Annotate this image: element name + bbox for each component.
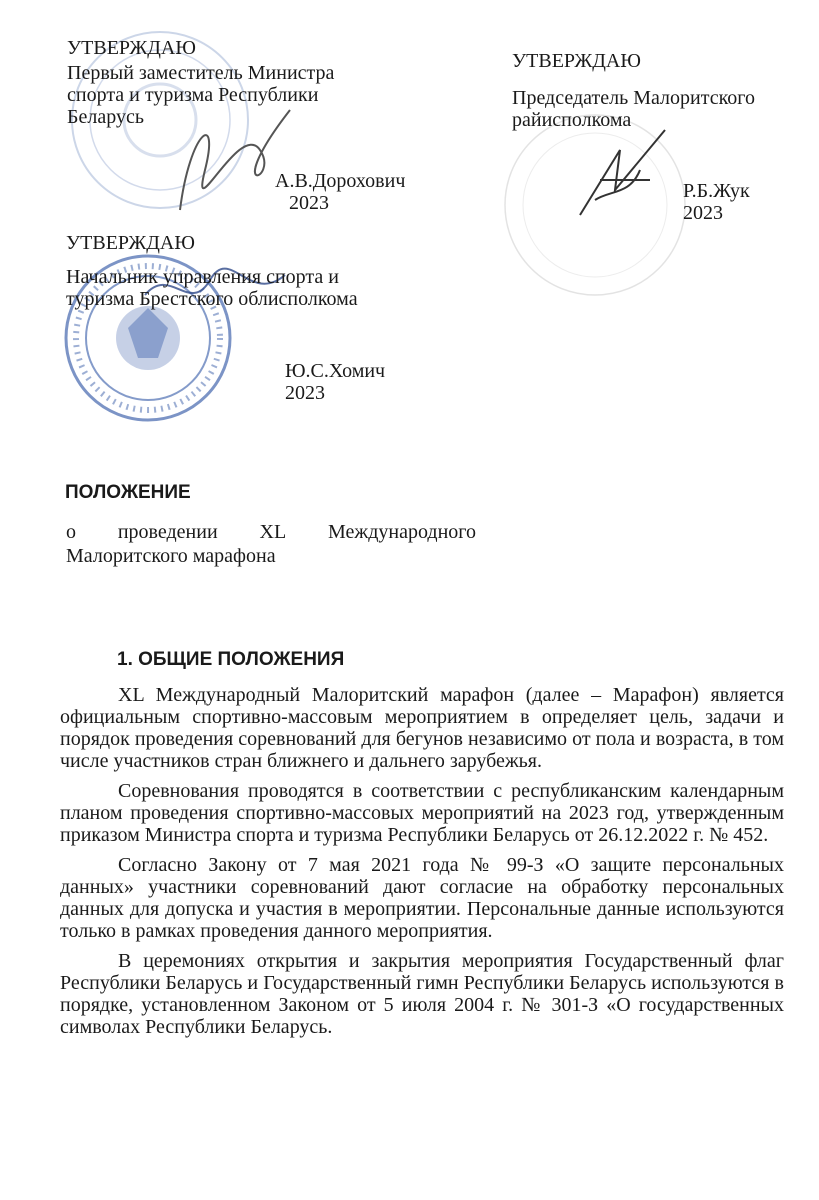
approval-year: 2023 xyxy=(683,202,723,224)
approval-year: 2023 xyxy=(289,192,329,214)
signatory-name: Р.Б.Жук xyxy=(683,180,750,202)
body-paragraph: Согласно Закону от 7 мая 2021 года № 99-З «О защите персональных данных» участники соревнований дают согласие на обработку персональных данных для допуска и участия в мероприятии. Персональные данные используются только в рамках проведения данного мероприятия. xyxy=(60,854,784,942)
approval-position-line: туризма Брестского облисполкома xyxy=(66,288,358,310)
approval-heading: УТВЕРЖДАЮ xyxy=(512,50,641,72)
document-subtitle xyxy=(66,520,476,568)
approval-signatory-ministry xyxy=(275,170,405,214)
approval-signatory-raiispolkom xyxy=(683,180,750,224)
subtitle-word: XL xyxy=(259,521,287,543)
document-title: ПОЛОЖЕНИЕ xyxy=(65,482,191,503)
approval-signatory-regional xyxy=(285,360,385,404)
approval-position-line: спорта и туризма Республики xyxy=(67,84,319,106)
body-paragraph: XL Международный Малоритский марафон (далее – Марафон) является официальным спортивно-массовым мероприятием в определяет цель, задачи и порядок проведения соревнований для бегунов независимо от пола и возраста, в том числе участников стран ближнего и дальнего зарубежья. xyxy=(60,684,784,772)
subtitle-word: проведении xyxy=(117,521,218,543)
subtitle-line-2: Малоритского марафона xyxy=(66,545,276,567)
approval-position-line: Первый заместитель Министра xyxy=(67,62,335,84)
section-heading: 1. ОБЩИЕ ПОЛОЖЕНИЯ xyxy=(117,649,345,670)
approval-position-line: Председатель Малоритского xyxy=(512,87,756,109)
approval-block-regional xyxy=(66,232,358,310)
approval-year: 2023 xyxy=(285,382,325,404)
approval-block-ministry xyxy=(67,37,334,128)
subtitle-word: Международного xyxy=(328,521,476,543)
approval-position-line: райисполкома xyxy=(512,109,632,131)
signatory-name: А.В.Дорохович xyxy=(275,170,406,192)
approval-position-line: Беларусь xyxy=(67,106,144,128)
approval-position-line: Начальник управления спорта и xyxy=(66,266,339,288)
body-paragraph: В церемониях открытия и закрытия мероприятия Государственный флаг Республики Беларусь и Государственный гимн Республики Беларусь используются в порядке, установленном Законом от 5 июля 2004 г. № 301-З «О государственных символах Республики Беларусь. xyxy=(60,950,784,1038)
body-paragraph: Соревнования проводятся в соответствии с республиканским календарным планом проведения спортивно-массовых мероприятий на 2023 год, утвержденным приказом Министра спорта и туризма Республики Беларусь от 26.12.2022 г. № 452. xyxy=(60,780,784,846)
signature-zhuk xyxy=(570,120,680,230)
signatory-name: Ю.С.Хомич xyxy=(285,360,386,382)
subtitle-word: о xyxy=(66,521,76,543)
section-body xyxy=(60,684,784,1046)
approval-block-raiispolkom xyxy=(512,50,755,131)
approval-heading: УТВЕРЖДАЮ xyxy=(67,37,196,59)
approval-heading: УТВЕРЖДАЮ xyxy=(66,232,195,254)
